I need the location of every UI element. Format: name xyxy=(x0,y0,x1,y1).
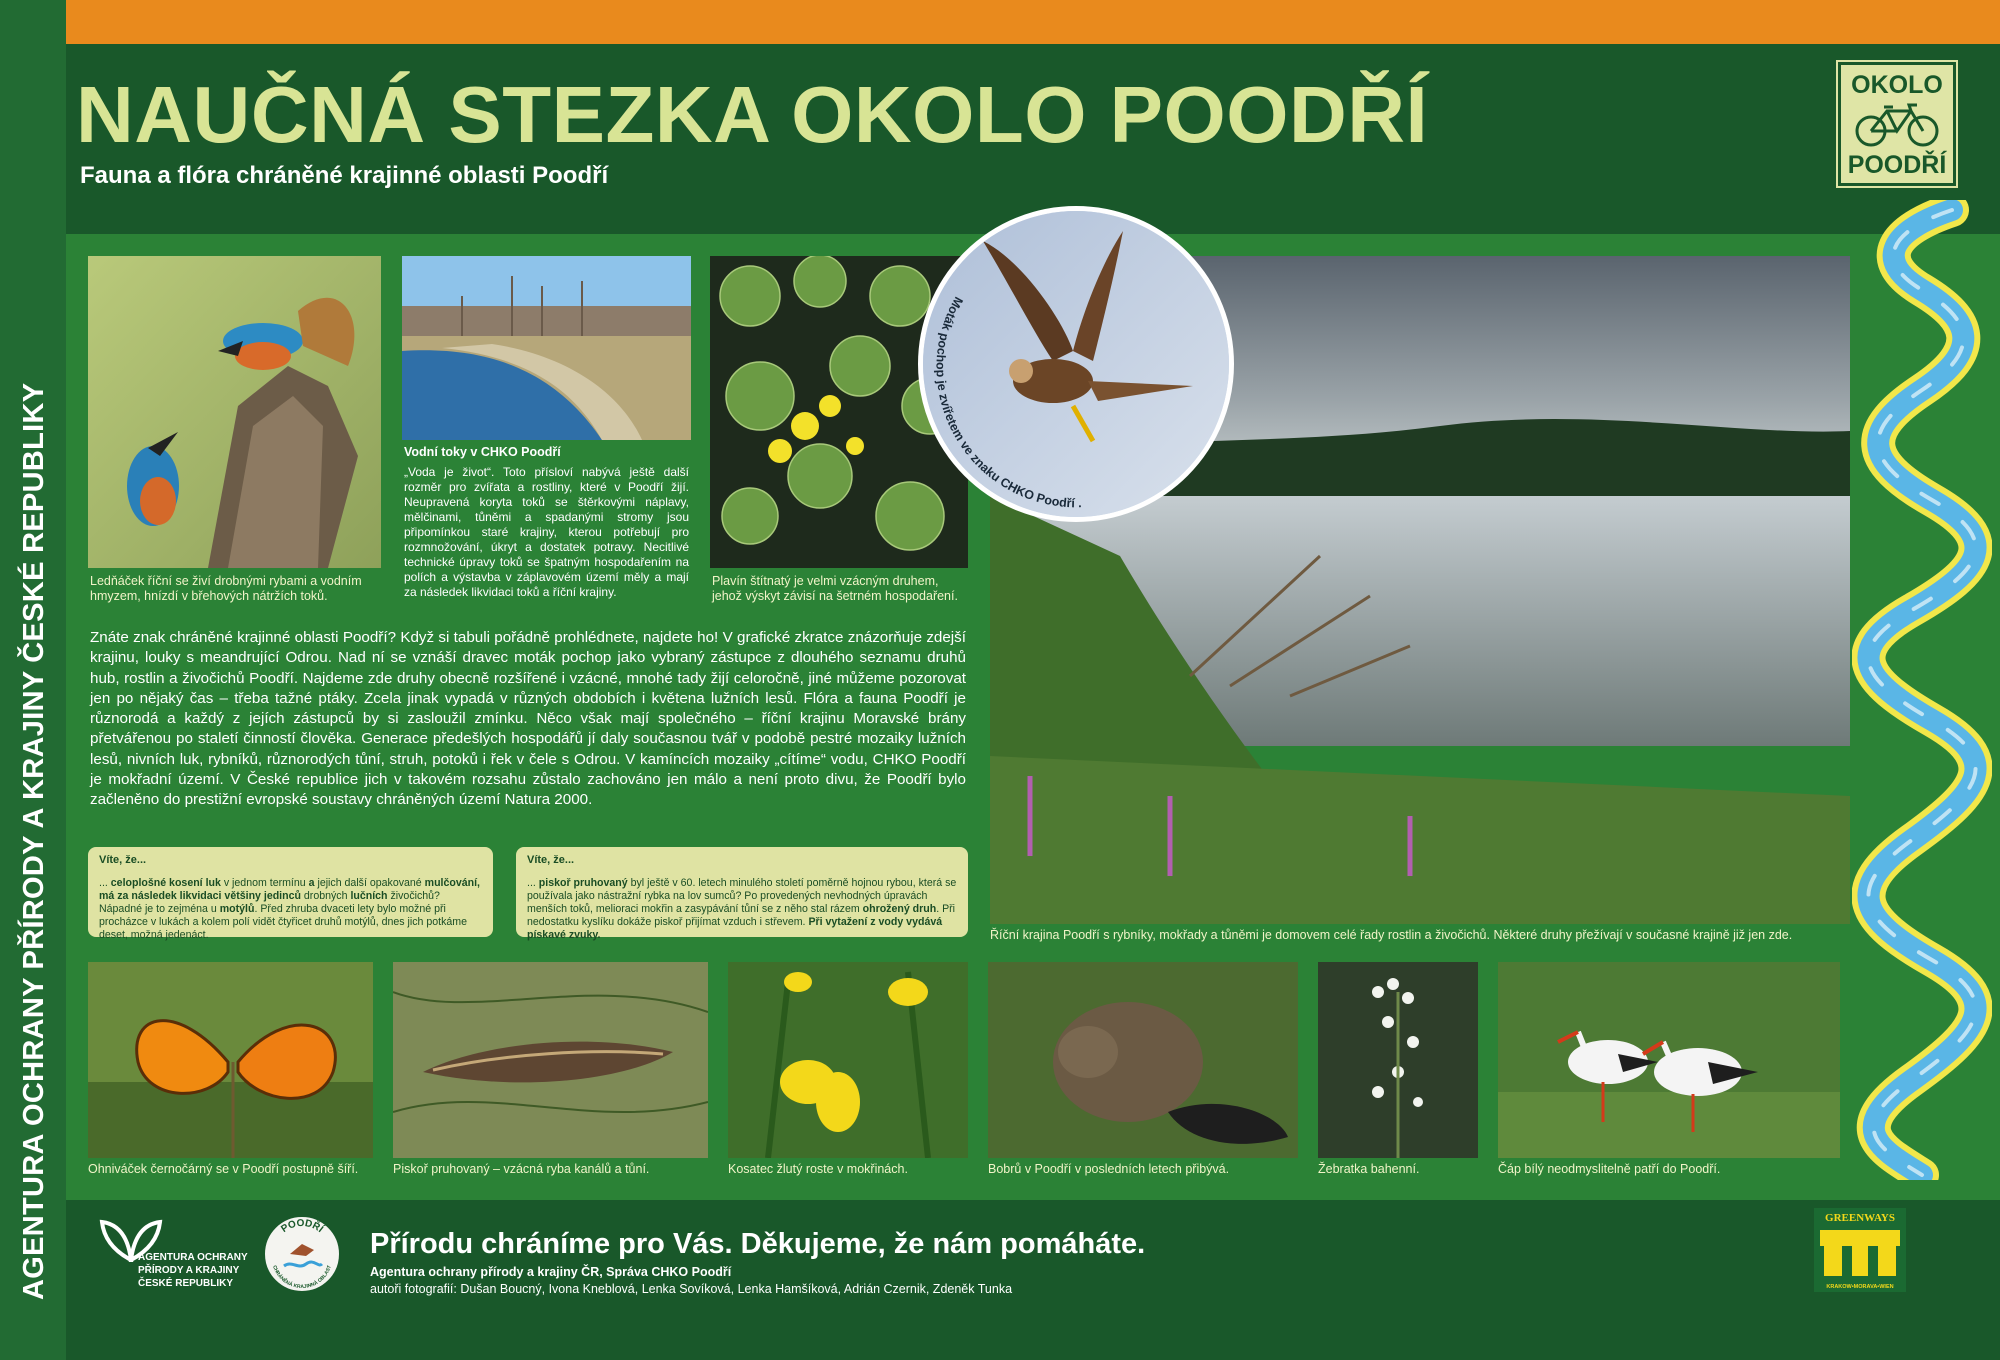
footer-photographers: autoři fotografií: Dušan Boucný, Ivona Kneblová, Lenka Sovíková, Lenka Hamšíková, Adrián Czernik, Zdeněk Tunka xyxy=(370,1282,1013,1296)
aop-logo xyxy=(96,1212,246,1312)
stork-caption: Čáp bílý neodmyslitelně patří do Poodří. xyxy=(1498,1162,1721,1176)
fact-text-part: . Při nedostatku kyslíku dokáže piskoř přijímat vzduch i střevem. xyxy=(527,903,956,928)
badge-bottom-text: POODŘÍ xyxy=(1847,151,1947,179)
loach-caption: Piskoř pruhovaný – vzácná ryba kanálů a tůní. xyxy=(393,1162,650,1176)
river-photo xyxy=(402,256,691,440)
butterfly-caption: Ohniváček černočárný se v Poodří postupně šíří. xyxy=(88,1162,359,1176)
iris-caption: Kosatec žlutý roste v mokřinách. xyxy=(728,1162,908,1176)
streams-heading: Vodní toky v CHKO Poodří xyxy=(404,445,561,459)
iris-photo xyxy=(728,962,968,1158)
butterfly-photo xyxy=(88,962,373,1158)
greenways-bottom: KRAKOW•MORAVA•WIEN xyxy=(1826,1284,1894,1290)
marsh-harrier-photo xyxy=(918,206,1234,522)
bicycle-icon xyxy=(1851,103,1943,147)
fact-text-part: . Před zhruba dvaceti lety bylo možné při procházce v lukách a kolem polí vidět čtyřicet druhů motýlů, dnes jich potkáme deset, možná jedenáct. xyxy=(99,903,468,941)
kingfisher-photo xyxy=(88,256,381,568)
fact-text-part: ... xyxy=(527,877,539,889)
fact-text xyxy=(99,877,482,942)
chko-logo-bottom: CHRÁNĚNÁ KRAJINNÁ OBLAST xyxy=(271,1264,333,1291)
footer-area xyxy=(66,1200,2000,1360)
greenways-logo xyxy=(1814,1208,1906,1292)
water-violet-caption: Žebratka bahenní. xyxy=(1318,1162,1420,1176)
fact-text xyxy=(527,877,957,942)
landscape-caption: Říční krajina Poodří s rybníky, mokřady a tůněmi je domovem celé řady rostlin a živočichů. Některé druhy přežívají v současné krajině již jen zde. xyxy=(990,928,1793,942)
loach-photo xyxy=(393,962,708,1158)
fact-text-part: živočichů? Nápadné je to zejména u xyxy=(99,890,440,915)
fact-text-part: byl ještě v 60. letech minulého století poměrně hojnou rybou, která se používala jako nástražní rybka na lov sumců? Po provedených nevhodných úpravách menších toků, melioraci mokřin a zasypávání tůní se z něho stal rázem xyxy=(527,877,957,915)
aop-logo-line: AGENTURA OCHRANY xyxy=(138,1252,248,1263)
water-violet-photo xyxy=(1318,962,1478,1158)
fact-box-mowing xyxy=(88,847,493,941)
beaver-caption: Bobrů v Poodří v posledních letech přibývá. xyxy=(988,1162,1230,1176)
page-title: NAUČNÁ STEZKA OKOLO POODŘÍ xyxy=(76,70,1429,159)
fact-text-part: Při vytažení z vody vydává pískavé zvuky. xyxy=(527,916,943,941)
top-orange-stripe xyxy=(66,0,2000,44)
fact-text-part: v jednom termínu xyxy=(220,877,309,889)
stork-photo xyxy=(1498,962,1840,1158)
footer-thank-you: Přírodu chráníme pro Vás. Děkujeme, že nám pomáháte. xyxy=(370,1228,1146,1260)
chko-poodri-logo xyxy=(262,1214,342,1294)
fact-text-part: piskoř pruhovaný xyxy=(538,877,628,889)
streams-text: „Voda je život“. Toto přísloví nabývá ještě další rozměr pro zvířata a rostliny, které v Poodří žijí. Neupravená koryta toků se štěrkovými náplavy, mělčinami, tůněmi a spadanými stromy jsou připomínkou staré krajiny, kterou potřebují pro rozmnožování, úkryt a dostatek potravy. Necitlivé technické úpravy toků se špatným hospodařením na polích a výstavba v záplavovém území měly a mají za následek likvidaci toků a říční krajiny. xyxy=(404,465,689,599)
aop-logo-line: PŘÍRODY A KRAJINY xyxy=(138,1265,240,1276)
fact-text-part: drobných xyxy=(300,890,351,902)
fact-heading: Víte, že... xyxy=(527,854,575,866)
okolo-poodri-badge xyxy=(1838,62,1956,186)
agency-vertical-title: AGENTURA OCHRANY PŘÍRODY A KRAJINY ČESKÉ REPUBLIKY xyxy=(18,382,50,1300)
footer-organization: Agentura ochrany přírody a krajiny ČR, Správa CHKO Poodří xyxy=(370,1265,732,1279)
fact-heading: Víte, že... xyxy=(99,854,147,866)
kingfisher-caption: Ledňáček říční se živí drobnými rybami a vodním hmyzem, hnízdí v břehových nátržích toků. xyxy=(90,574,362,603)
harrier-caption: Moták pochop je zvířetem ve znaku CHKO Poodří . xyxy=(933,294,1082,511)
intro-paragraph: Znáte znak chráněné krajinné oblasti Poodří? Když si tabuli pořádně prohlédnete, najdete ho! V grafické zkratce znázorňuje zdejší krajinu, louky s meandrující Odrou. Nad ní se vznáší dravec moták pochop jako vybraný zástupce z dlouhého seznamu druhů hub, rostlin a živočichů Poodří. Najdeme zde druhy obecně rozšířené i vzácné, mnohé tady žijí celoročně, jiné můžeme pozorovat jen po nějaký čas – třeba tažné ptáky. Zcela jinak vypadá v různých obdobích i květena lužních lesů. Flóra a fauna Poodří je různorodá a každý z jejích zástupců by si zasloužil zmínku. Něco však mají společného – říční krajinu Moravské brány přetvářenou po staletí činností člověka. Generace předešlých hospodářů jí daly současnou tvář v podobě pestré mozaiky lužních lesů, nivních luk, rybníků, různorodých tůní, struh, potoků i řek v čele s Odrou. V kamíncích mozaiky „cítíme“ vodu, CHKO Poodří je mokřadní území. V České republice jich v takovém rozsahu zůstalo zachováno jen málo a není proto divu, že Poodří bylo začleněno do prestižní evropské soustavy chráněných území Natura 2000. xyxy=(90,629,966,809)
fact-box-loach xyxy=(516,847,968,941)
fact-text-part: motýlů xyxy=(219,903,255,915)
lily-caption: Plavín štítnatý je velmi vzácným druhem, jehož výskyt závisí na šetrném hospodaření. xyxy=(712,574,958,603)
fact-text-part: mulčování, má za následek likvidaci většiny jedinců xyxy=(99,877,480,902)
fact-text-part: a xyxy=(308,877,315,889)
fact-text-part: jejich další opakované xyxy=(314,877,425,889)
chko-logo-top: POODŘÍ xyxy=(279,1217,326,1236)
river-meander-graphic xyxy=(1852,200,1992,1180)
aop-logo-line: ČESKÉ REPUBLIKY xyxy=(138,1278,234,1289)
beaver-photo xyxy=(988,962,1298,1158)
page-subtitle: Fauna a flóra chráněné krajinné oblasti Poodří xyxy=(80,162,609,189)
fact-text-part: ... xyxy=(99,877,111,889)
fact-text-part: ohrožený druh xyxy=(862,903,937,915)
badge-top-text: OKOLO xyxy=(1851,71,1943,99)
fact-text-part: celoplošné kosení luk xyxy=(110,877,221,889)
fact-text-part: lučních xyxy=(350,890,388,902)
greenways-top: GREENWAYS xyxy=(1825,1212,1895,1224)
sidebar-band xyxy=(0,0,66,1360)
